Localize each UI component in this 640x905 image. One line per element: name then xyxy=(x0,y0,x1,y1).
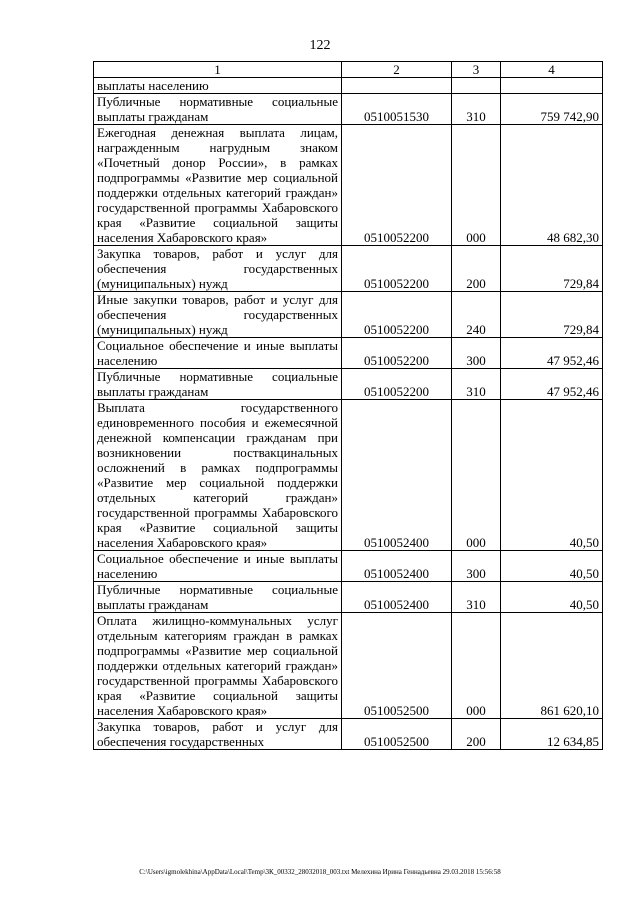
row-type-cell xyxy=(452,78,501,94)
row-name-cell: Выплата государственного единовременного пособия и ежемесячной денежной компенсации гражданам при возникновении поствакцинальных осложнений в рамках подпрограммы «Развитие мер социальной поддержки отдельных категорий граждан» государственной программы Хабаровского края «Развитие социальной защиты населения Хабаровского края» xyxy=(94,400,342,551)
row-code-cell: 0510052400 xyxy=(342,551,452,582)
row-name-cell: Публичные нормативные социальные выплаты гражданам xyxy=(94,369,342,400)
row-amount-cell: 729,84 xyxy=(501,292,603,338)
row-code-cell: 0510052200 xyxy=(342,125,452,246)
row-code-cell: 0510052200 xyxy=(342,246,452,292)
table-row xyxy=(94,551,603,582)
row-code-cell xyxy=(342,78,452,94)
row-code-cell: 0510051530 xyxy=(342,94,452,125)
table-row xyxy=(94,369,603,400)
column-header-name: 1 xyxy=(94,62,342,78)
row-type-cell: 200 xyxy=(452,246,501,292)
row-amount-cell: 40,50 xyxy=(501,400,603,551)
row-name-cell: Социальное обеспечение и иные выплаты населению xyxy=(94,551,342,582)
row-type-cell: 000 xyxy=(452,125,501,246)
row-type-cell: 300 xyxy=(452,551,501,582)
row-amount-cell xyxy=(501,78,603,94)
row-amount-cell: 861 620,10 xyxy=(501,613,603,719)
row-name-cell: Иные закупки товаров, работ и услуг для обеспечения государственных (муниципальных) нужд xyxy=(94,292,342,338)
row-code-cell: 0510052500 xyxy=(342,613,452,719)
row-type-cell: 310 xyxy=(452,369,501,400)
column-header-type: 3 xyxy=(452,62,501,78)
page-number: 122 xyxy=(309,38,331,53)
row-name-cell: Социальное обеспечение и иные выплаты населению xyxy=(94,338,342,369)
row-amount-cell: 40,50 xyxy=(501,551,603,582)
header-row xyxy=(94,62,603,78)
table-row xyxy=(94,400,603,551)
column-header-amount: 4 xyxy=(501,62,603,78)
row-code-cell: 0510052200 xyxy=(342,369,452,400)
row-code-cell: 0510052200 xyxy=(342,292,452,338)
row-amount-cell: 759 742,90 xyxy=(501,94,603,125)
row-amount-cell: 729,84 xyxy=(501,246,603,292)
table-row xyxy=(94,292,603,338)
table-body xyxy=(94,78,603,750)
table-row xyxy=(94,94,603,125)
row-name-cell: выплаты населению xyxy=(94,78,342,94)
row-code-cell: 0510052200 xyxy=(342,338,452,369)
table-row xyxy=(94,125,603,246)
row-type-cell: 310 xyxy=(452,582,501,613)
row-type-cell: 310 xyxy=(452,94,501,125)
row-code-cell: 0510052400 xyxy=(342,582,452,613)
row-amount-cell: 40,50 xyxy=(501,582,603,613)
row-code-cell: 0510052500 xyxy=(342,719,452,750)
row-name-cell: Ежегодная денежная выплата лицам, награжденным нагрудным знаком «Почетный донор России», в рамках подпрограммы «Развитие мер социальной поддержки отдельных категорий граждан» государственной программы Хабаровского края «Развитие социальной защиты населения Хабаровского края» xyxy=(94,125,342,246)
row-type-cell: 000 xyxy=(452,613,501,719)
row-amount-cell: 48 682,30 xyxy=(501,125,603,246)
table-row xyxy=(94,78,603,94)
row-type-cell: 200 xyxy=(452,719,501,750)
row-name-cell: Оплата жилищно-коммунальных услуг отдельным категориям граждан в рамках подпрограммы «Развитие мер социальной поддержки отдельных категорий граждан» государственной программы Хабаровского края «Развитие социальной защиты населения Хабаровского края» xyxy=(94,613,342,719)
table-row xyxy=(94,246,603,292)
row-name-cell: Публичные нормативные социальные выплаты гражданам xyxy=(94,94,342,125)
row-amount-cell: 47 952,46 xyxy=(501,369,603,400)
row-name-cell: Закупка товаров, работ и услуг для обеспечения государственных (муниципальных) нужд xyxy=(94,246,342,292)
row-type-cell: 000 xyxy=(452,400,501,551)
footer-file-path: C:\Users\igmolekhina\AppData\Local\Temp\3К_00332_28032018_003.txt Мелехина Ирина Геннадьевна 29.03.2018 15:56:58 xyxy=(139,868,501,876)
column-header-code: 2 xyxy=(342,62,452,78)
row-amount-cell: 47 952,46 xyxy=(501,338,603,369)
row-type-cell: 240 xyxy=(452,292,501,338)
row-name-cell: Закупка товаров, работ и услуг для обеспечения государственных xyxy=(94,719,342,750)
row-amount-cell: 12 634,85 xyxy=(501,719,603,750)
row-type-cell: 300 xyxy=(452,338,501,369)
row-code-cell: 0510052400 xyxy=(342,400,452,551)
row-name-cell: Публичные нормативные социальные выплаты гражданам xyxy=(94,582,342,613)
table-row xyxy=(94,338,603,369)
table-row xyxy=(94,613,603,719)
budget-table xyxy=(93,61,603,750)
table-row xyxy=(94,719,603,750)
table-row xyxy=(94,582,603,613)
